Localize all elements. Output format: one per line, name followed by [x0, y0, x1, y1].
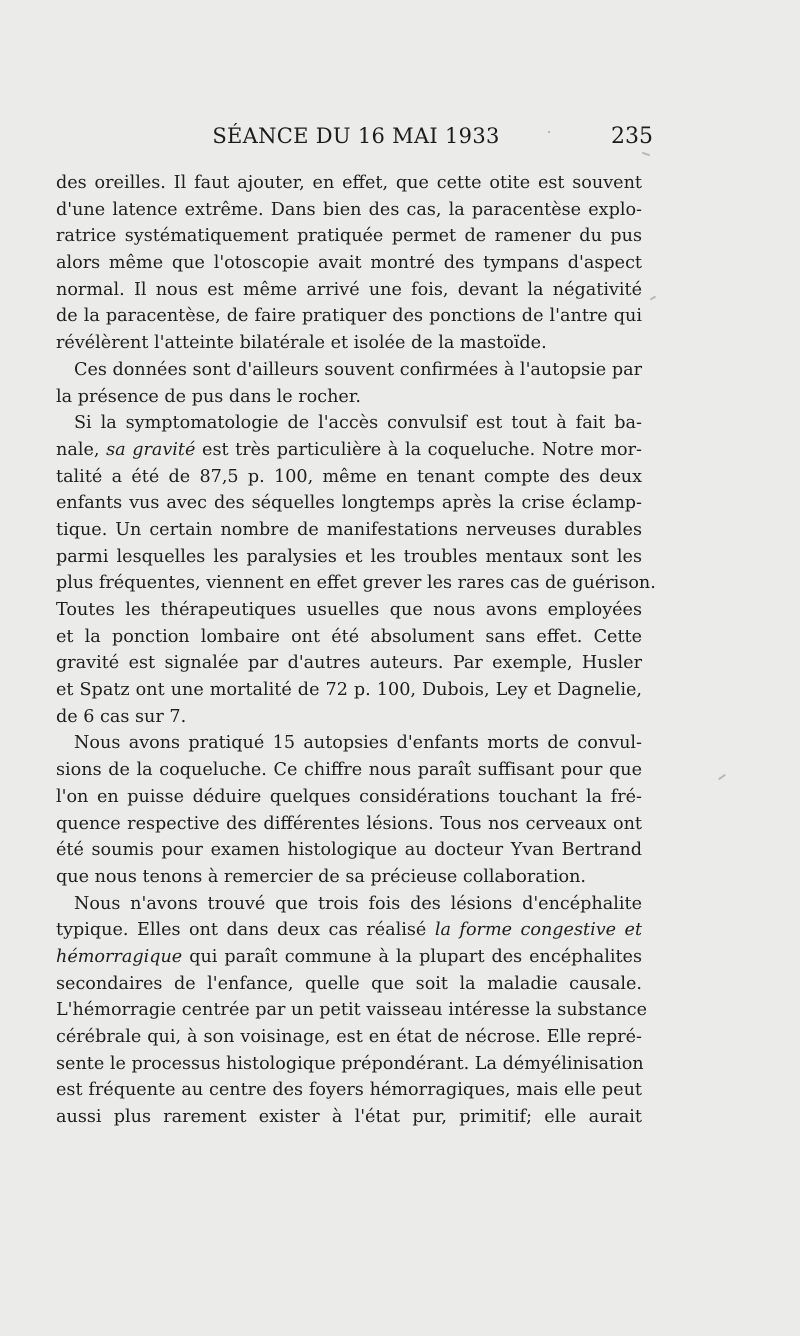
scan-speck [718, 774, 726, 780]
italic-emphasis: hémorragique [56, 946, 183, 967]
text-line: l'on en puisse déduire quelques considérations touchant la fré- [56, 786, 642, 807]
italic-emphasis: sa gravité [106, 439, 196, 460]
text-line: d'une latence extrême. Dans bien des cas, la paracentèse explo- [56, 199, 642, 220]
text-line [56, 437, 642, 464]
text-run: typique. Elles ont dans deux cas réalisé [56, 920, 435, 941]
text-line: sente le processus histologique prépondérant. La démyélinisation [56, 1053, 644, 1074]
text-line: talité a été de 87,5 p. 100, même en tenant compte des deux [56, 466, 642, 487]
text-line: aussi plus rarement exister à l'état pur, primitif; elle aurait [56, 1107, 642, 1128]
text-line: gravité est signalée par d'autres auteurs. Par exemple, Husler [56, 653, 642, 674]
italic-emphasis: la forme congestive et [434, 920, 643, 941]
text-line: révélèrent l'atteinte bilatérale et isolée de la mastoïde. [56, 333, 547, 354]
text-line: la présence de pus dans le rocher. [56, 386, 361, 407]
text-line: de 6 cas sur 7. [56, 706, 187, 727]
page-number: 235 [611, 124, 653, 149]
text-line: tique. Un certain nombre de manifestations nerveuses durables [56, 519, 642, 540]
running-header [56, 124, 656, 158]
text-line: enfants vus avec des séquelles longtemps après la crise éclamp- [56, 493, 642, 514]
text-line: est fréquente au centre des foyers hémorragiques, mais elle peut [56, 1080, 642, 1101]
scan-speck [548, 131, 550, 133]
text-run: est très particulière à la coqueluche. Notre mor- [195, 439, 643, 460]
text-line: quence respective des différentes lésions. Tous nos cerveaux ont [56, 813, 642, 834]
text-line: Ces données sont d'ailleurs souvent confirmées à l'autopsie par [74, 359, 642, 380]
text-line: secondaires de l'enfance, quelle que soit la maladie causale. [56, 973, 642, 994]
text-line: L'hémorragie centrée par un petit vaisseau intéresse la substance [56, 1000, 648, 1021]
text-line: normal. Il nous est même arrivé une fois, devant la négativité [56, 279, 642, 300]
text-line: et Spatz ont une mortalité de 72 p. 100, Dubois, Ley et Dagnelie, [56, 680, 642, 701]
text-line: et la ponction lombaire ont été absolument sans effet. Cette [56, 626, 642, 647]
text-line: été soumis pour examen histologique au docteur Yvan Bertrand [56, 840, 642, 861]
text-line: Nous n'avons trouvé que trois fois des lésions d'encéphalite [74, 893, 642, 914]
text-line: Si la symptomatologie de l'accès convulsif est tout à fait ba- [74, 413, 642, 434]
text-line: plus fréquentes, viennent en effet grever les rares cas de guérison. [56, 573, 656, 594]
text-line: que nous tenons à remercier de sa précieuse collaboration. [56, 866, 587, 887]
text-line: Nous avons pratiqué 15 autopsies d'enfants morts de convul- [74, 733, 642, 754]
body-text [56, 170, 656, 1131]
text-run: nale, [56, 439, 107, 460]
text-line: Toutes les thérapeutiques usuelles que nous avons employées [56, 600, 642, 620]
text-line: ratrice systématiquement pratiquée permet de ramener du pus [56, 226, 642, 247]
text-line: de la paracentèse, de faire pratiquer des ponctions de l'antre qui [56, 306, 642, 327]
text-line: cérébrale qui, à son voisinage, est en état de nécrose. Elle repré- [56, 1027, 642, 1047]
scan-speck [650, 296, 656, 301]
text-line: parmi lesquelles les paralysies et les troubles mentaux sont les [56, 546, 642, 567]
text-line: sions de la coqueluche. Ce chiffre nous paraît suffisant pour que [56, 760, 642, 781]
text-line [56, 917, 642, 944]
text-line [56, 944, 642, 971]
text-line: alors même que l'otoscopie avait montré des tympans d'aspect [56, 253, 642, 274]
text-run: qui paraît commune à la plupart des encéphalites [182, 946, 642, 967]
text-line: des oreilles. Il faut ajouter, en effet, que cette otite est souvent [56, 173, 642, 193]
header-title: SÉANCE DU 16 MAI 1933 [212, 124, 500, 148]
